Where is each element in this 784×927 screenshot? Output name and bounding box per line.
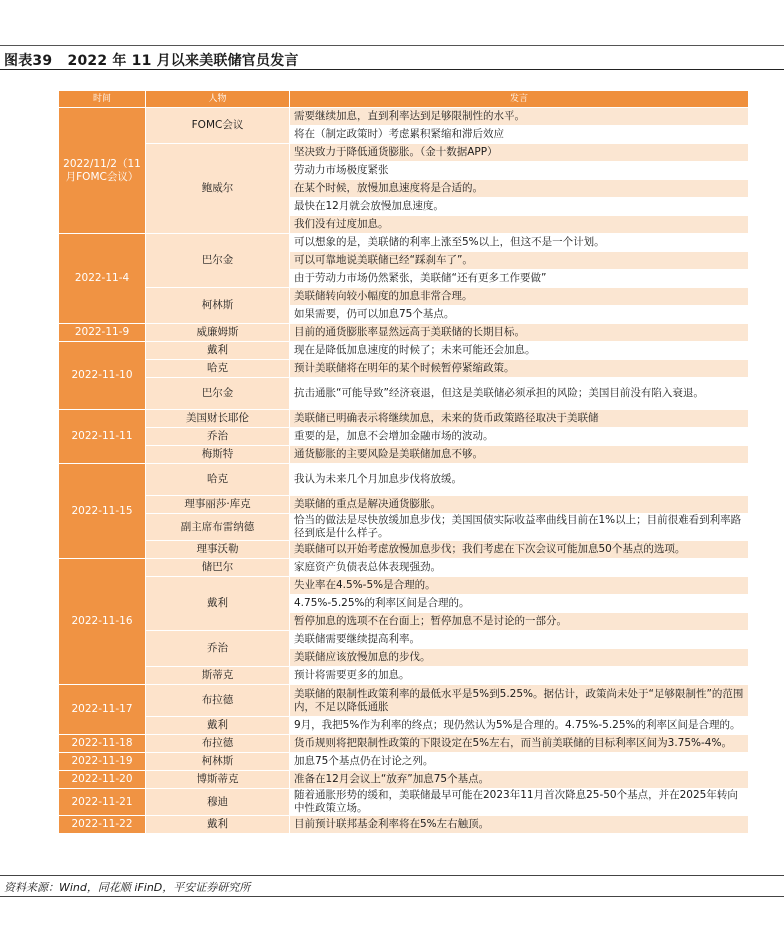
table-row xyxy=(59,288,749,306)
statement-cell: 恰当的做法是尽快放缓加息步伐；美国国债实际收益率曲线目前在1%以上；目前很难看到利率路径到底是什么样子。 xyxy=(290,514,749,541)
statement-cell: 我认为未来几个月加息步伐将放缓。 xyxy=(290,464,749,496)
statement-cell: 由于劳动力市场仍然紧张，美联储“还有更多工作要做” xyxy=(290,270,749,288)
statement-cell: 需要继续加息，直到利率达到足够限制性的水平。 xyxy=(290,108,749,126)
statement-cell: 美联储应该放慢加息的步伐。 xyxy=(290,649,749,667)
statement-cell: 坚决致力于降低通货膨胀。（金十数据APP） xyxy=(290,144,749,162)
source-note: 资料来源：Wind，同花顺 iFinD，平安证券研究所 xyxy=(4,881,251,894)
speaker-cell: 巴尔金 xyxy=(146,378,290,410)
table-row xyxy=(59,735,749,753)
top-rule xyxy=(0,45,784,46)
table-row xyxy=(59,144,749,162)
statement-cell: 美联储已明确表示将继续加息，未来的货币政策路径取决于美联储 xyxy=(290,410,749,428)
source-rule xyxy=(0,875,784,876)
statement-cell: 失业率在4.5%-5%是合理的。 xyxy=(290,577,749,595)
statement-cell: 可以想象的是，美联储的利率上涨至5%以上，但这不是一个计划。 xyxy=(290,234,749,252)
statement-cell: 加息75个基点仍在讨论之列。 xyxy=(290,753,749,771)
header-person: 人物 xyxy=(146,91,290,108)
statement-cell: 抗击通胀“可能导致”经济衰退，但这是美联储必须承担的风险；美国目前没有陷入衰退。 xyxy=(290,378,749,410)
table-row xyxy=(59,771,749,789)
speaker-cell: 柯林斯 xyxy=(146,288,290,324)
statement-cell: 暂停加息的选项不在台面上；暂停加息不是讨论的一部分。 xyxy=(290,613,749,631)
speaker-cell: 布拉德 xyxy=(146,735,290,753)
speaker-cell: 乔治 xyxy=(146,631,290,667)
date-cell: 2022-11-16 xyxy=(59,559,146,685)
statement-cell: 美联储可以开始考虑放慢加息步伐；我们考虑在下次会议可能加息50个基点的选项。 xyxy=(290,541,749,559)
table-header-row xyxy=(59,91,749,108)
speaker-cell: FOMC会议 xyxy=(146,108,290,144)
speaker-cell: 博斯蒂克 xyxy=(146,771,290,789)
speaker-cell: 戴利 xyxy=(146,717,290,735)
speaker-cell: 鲍威尔 xyxy=(146,144,290,234)
statement-cell: 9月，我把5%作为利率的终点；现仍然认为5%是合理的。4.75%-5.25%的利率区间是合理的。 xyxy=(290,717,749,735)
date-cell: 2022-11-18 xyxy=(59,735,146,753)
date-cell: 2022/11/2（11月FOMC会议） xyxy=(59,108,146,234)
speaker-cell: 储巴尔 xyxy=(146,559,290,577)
statement-cell: 最快在12月就会放慢加息速度。 xyxy=(290,198,749,216)
figure-title xyxy=(4,50,299,70)
figure-caption: 2022 年 11 月以来美联储官员发言 xyxy=(67,53,299,69)
figure-number: 图表39 xyxy=(4,53,53,69)
speaker-cell: 戴利 xyxy=(146,816,290,834)
table-row xyxy=(59,685,749,717)
title-rule xyxy=(0,69,784,70)
speaker-cell: 哈克 xyxy=(146,360,290,378)
statement-cell: 重要的是，加息不会增加金融市场的波动。 xyxy=(290,428,749,446)
date-cell: 2022-11-4 xyxy=(59,234,146,324)
statement-cell: 家庭资产负债表总体表现强劲。 xyxy=(290,559,749,577)
speaker-cell: 柯林斯 xyxy=(146,753,290,771)
speaker-cell: 戴利 xyxy=(146,577,290,631)
speaker-cell: 理事沃勒 xyxy=(146,541,290,559)
statement-cell: 美联储的重点是解决通货膨胀。 xyxy=(290,496,749,514)
header-time: 时间 xyxy=(59,91,146,108)
statement-cell: 现在是降低加息速度的时候了；未来可能还会加息。 xyxy=(290,342,749,360)
speaker-cell: 副主席布雷纳德 xyxy=(146,514,290,541)
date-cell: 2022-11-21 xyxy=(59,789,146,816)
speaker-cell: 哈克 xyxy=(146,464,290,496)
table-row xyxy=(59,108,749,126)
statement-cell: 随着通胀形势的缓和，美联储最早可能在2023年11月首次降息25-50个基点，并在2025年转向中性政策立场。 xyxy=(290,789,749,816)
statement-cell: 预计美联储将在明年的某个时候暂停紧缩政策。 xyxy=(290,360,749,378)
date-cell: 2022-11-10 xyxy=(59,342,146,410)
table-row xyxy=(59,446,749,464)
table-row xyxy=(59,816,749,834)
statement-cell: 可以可靠地说美联储已经“踩刹车了”。 xyxy=(290,252,749,270)
table-row xyxy=(59,789,749,816)
date-cell: 2022-11-22 xyxy=(59,816,146,834)
statement-cell: 4.75%-5.25%的利率区间是合理的。 xyxy=(290,595,749,613)
statement-cell: 我们没有过度加息。 xyxy=(290,216,749,234)
table-row xyxy=(59,631,749,649)
table-row xyxy=(59,667,749,685)
statement-cell: 货币规则将把限制性政策的下限设定在5%左右，而当前美联储的目标利率区间为3.75%-4%。 xyxy=(290,735,749,753)
statement-cell: 目前预计联邦基金利率将在5%左右触顶。 xyxy=(290,816,749,834)
speaker-cell: 理事丽莎·库克 xyxy=(146,496,290,514)
statement-cell: 预计将需要更多的加息。 xyxy=(290,667,749,685)
statement-cell: 通货膨胀的主要风险是美联储加息不够。 xyxy=(290,446,749,464)
table-row xyxy=(59,496,749,514)
statement-cell: 劳动力市场极度紧张 xyxy=(290,162,749,180)
table-row xyxy=(59,753,749,771)
date-cell: 2022-11-20 xyxy=(59,771,146,789)
statement-cell: 准备在12月会议上“放弃”加息75个基点。 xyxy=(290,771,749,789)
statement-cell: 将在（制定政策时）考虑累积紧缩和滞后效应 xyxy=(290,126,749,144)
table-row xyxy=(59,360,749,378)
speaker-cell: 戴利 xyxy=(146,342,290,360)
table-row xyxy=(59,559,749,577)
table-row xyxy=(59,342,749,360)
table-row xyxy=(59,428,749,446)
speaker-cell: 穆迪 xyxy=(146,789,290,816)
speaker-cell: 布拉德 xyxy=(146,685,290,717)
date-cell: 2022-11-11 xyxy=(59,410,146,464)
fed-speech-table xyxy=(58,90,749,834)
date-cell: 2022-11-17 xyxy=(59,685,146,735)
statement-cell: 美联储需要继续提高利率。 xyxy=(290,631,749,649)
statement-cell: 目前的通货膨胀率显然远高于美联储的长期目标。 xyxy=(290,324,749,342)
table-row xyxy=(59,410,749,428)
speaker-cell: 斯蒂克 xyxy=(146,667,290,685)
table-row xyxy=(59,324,749,342)
date-cell: 2022-11-19 xyxy=(59,753,146,771)
table-row xyxy=(59,577,749,595)
statement-cell: 如果需要，仍可以加息75个基点。 xyxy=(290,306,749,324)
date-cell: 2022-11-15 xyxy=(59,464,146,559)
statement-cell: 美联储的限制性政策利率的最低水平是5%到5.25%。据估计，政策尚未处于“足够限制性”的范围内，不足以降低通胀 xyxy=(290,685,749,717)
table-row xyxy=(59,464,749,496)
bottom-rule xyxy=(0,896,784,897)
header-statement: 发言 xyxy=(290,91,749,108)
speaker-cell: 美国财长耶伦 xyxy=(146,410,290,428)
statement-cell: 美联储转向较小幅度的加息非常合理。 xyxy=(290,288,749,306)
table-row xyxy=(59,717,749,735)
speaker-cell: 梅斯特 xyxy=(146,446,290,464)
speaker-cell: 乔治 xyxy=(146,428,290,446)
table-row xyxy=(59,541,749,559)
statement-cell: 在某个时候，放慢加息速度将是合适的。 xyxy=(290,180,749,198)
speaker-cell: 巴尔金 xyxy=(146,234,290,288)
table-row xyxy=(59,514,749,541)
table-row xyxy=(59,234,749,252)
table-row xyxy=(59,378,749,410)
date-cell: 2022-11-9 xyxy=(59,324,146,342)
speaker-cell: 威廉姆斯 xyxy=(146,324,290,342)
table-body xyxy=(59,108,749,834)
